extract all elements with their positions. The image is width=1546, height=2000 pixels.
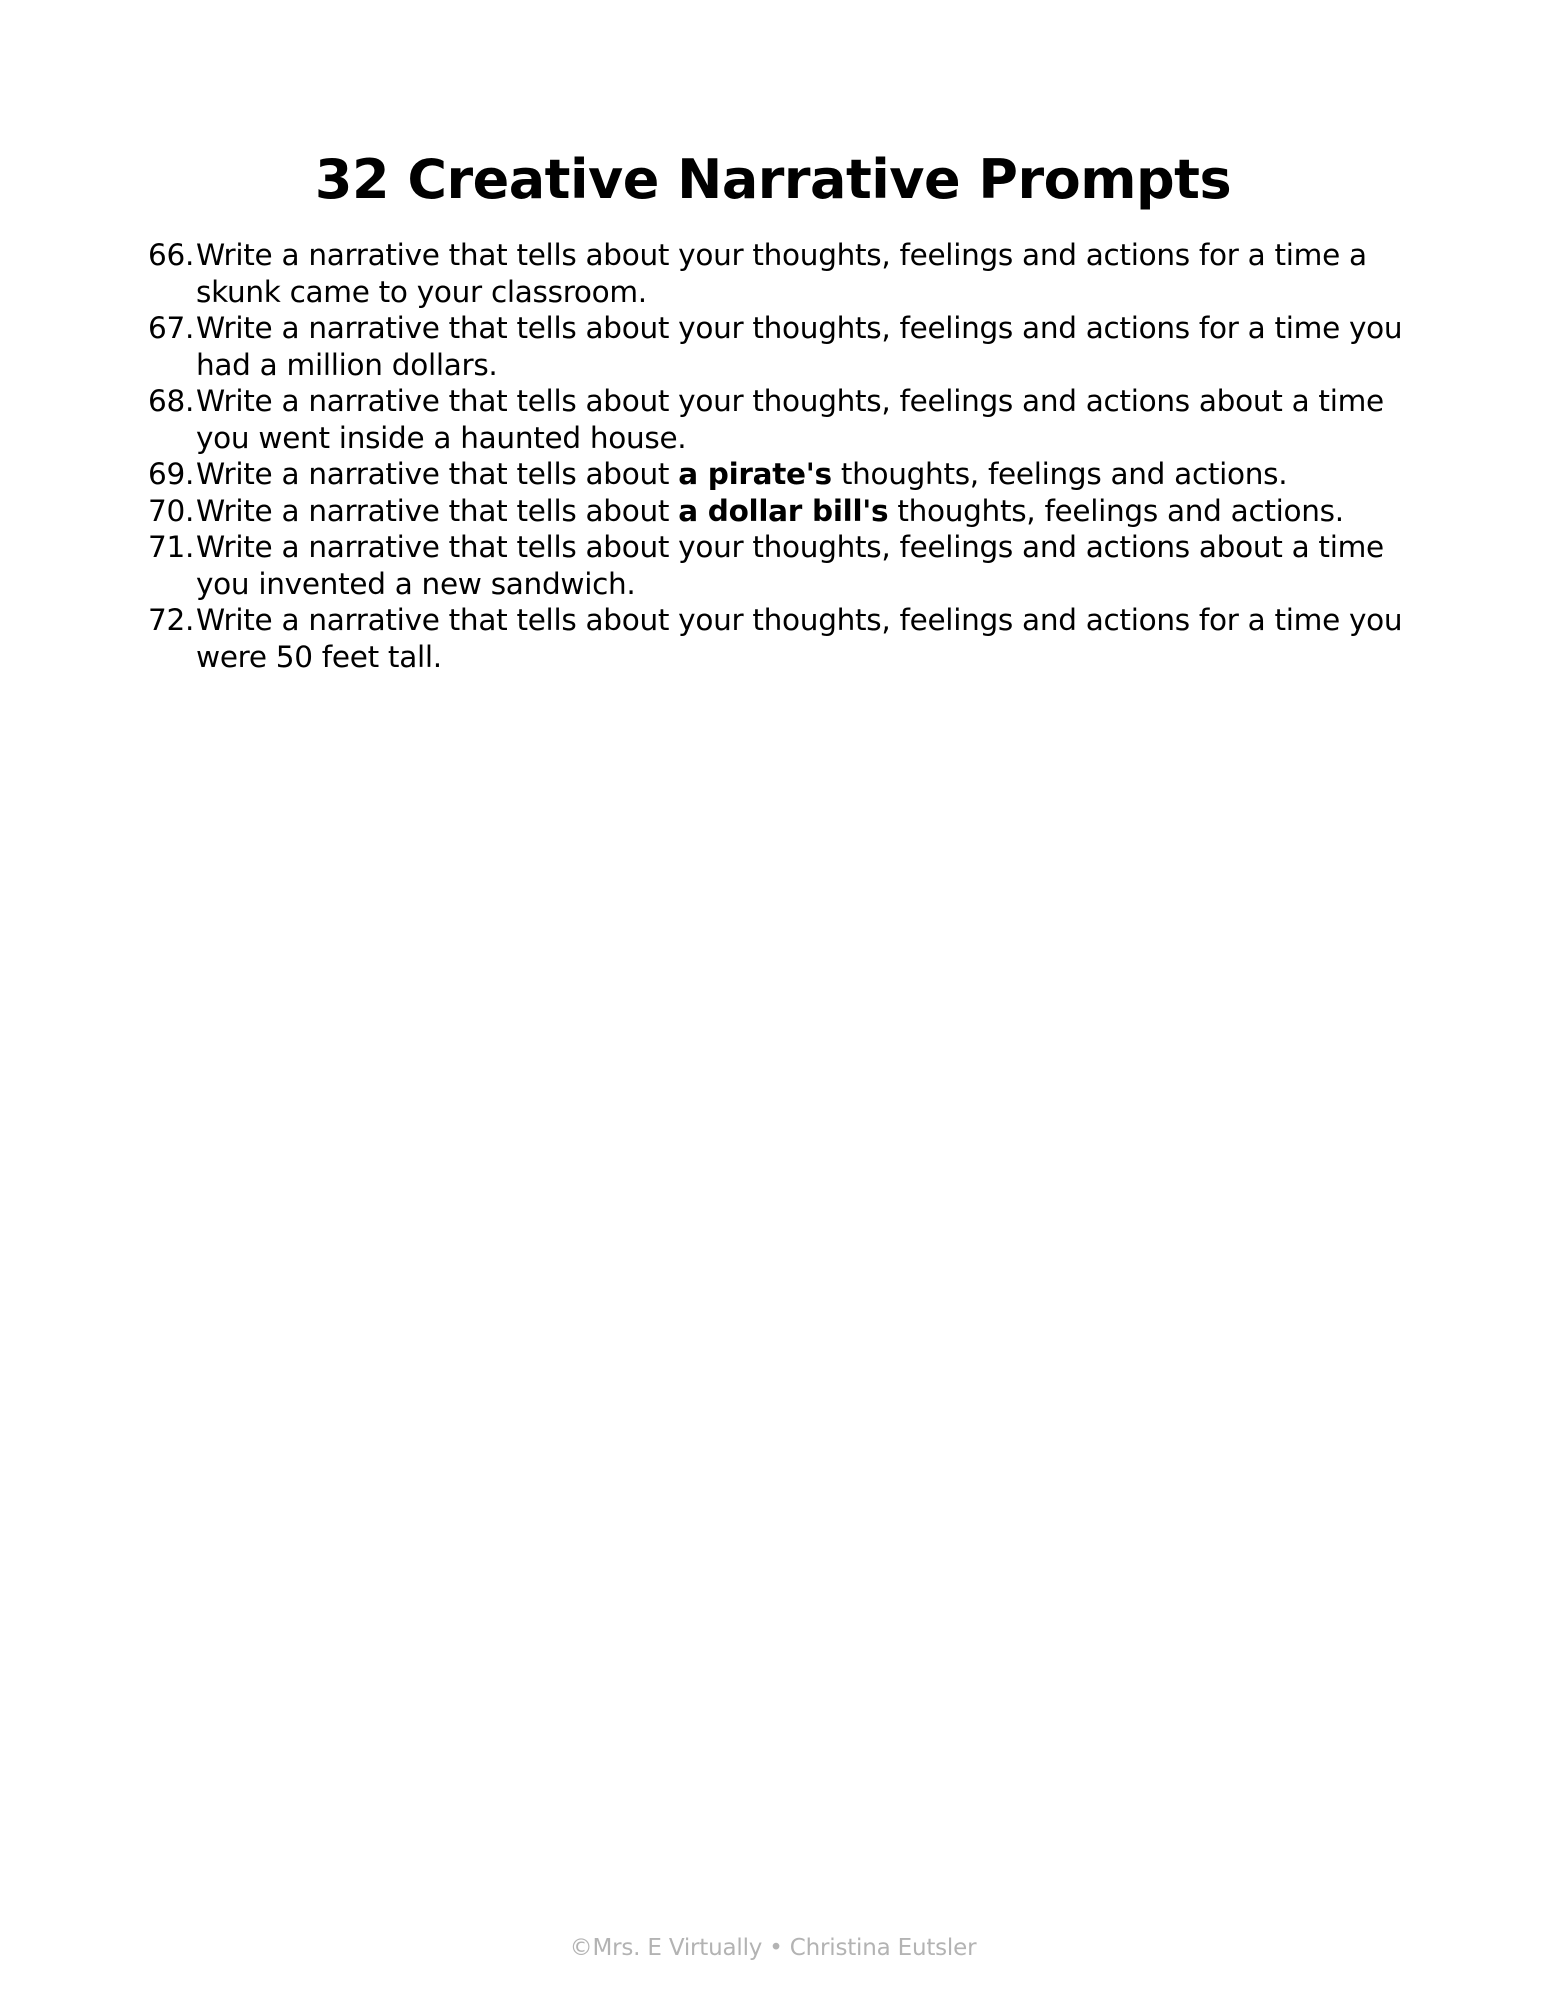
prompt-item bbox=[148, 456, 1428, 493]
prompt-number: 69. bbox=[148, 457, 195, 491]
prompt-item bbox=[148, 602, 1428, 675]
prompt-number: 70. bbox=[148, 493, 195, 528]
prompt-bold-text: a dollar bill's bbox=[678, 493, 889, 528]
prompt-number: 71. bbox=[148, 530, 195, 564]
prompt-item bbox=[148, 237, 1428, 310]
prompt-text: Write a narrative that tells about your thoughts, feelings and actions for a time you had a million dollars. bbox=[196, 311, 1403, 382]
prompt-number: 66. bbox=[148, 238, 195, 272]
prompt-item bbox=[148, 310, 1428, 383]
prompt-item bbox=[148, 493, 1428, 530]
prompt-list bbox=[148, 237, 1428, 675]
prompt-text: Write a narrative that tells about your thoughts, feelings and actions about a time you went inside a haunted house. bbox=[196, 384, 1384, 455]
prompt-text: Write a narrative that tells about bbox=[196, 457, 679, 491]
prompt-text-end: thoughts, feelings and actions. bbox=[831, 457, 1288, 491]
copyright-footer: ©Mrs. E Virtually • Christina Eutsler bbox=[569, 1935, 977, 1961]
prompt-text: Write a narrative that tells about your thoughts, feelings and actions for a time you were 50 feet tall. bbox=[196, 603, 1403, 674]
prompt-text-end: thoughts, feelings and actions. bbox=[888, 493, 1344, 528]
prompt-item bbox=[148, 529, 1428, 602]
prompt-text: Write a narrative that tells about your thoughts, feelings and actions about a time you invented a new sandwich. bbox=[196, 530, 1384, 601]
prompt-number: 72. bbox=[148, 603, 195, 637]
page-title: 32 Creative Narrative Prompts bbox=[314, 148, 1232, 211]
prompt-number: 68. bbox=[148, 384, 195, 418]
prompt-item bbox=[148, 383, 1428, 456]
prompt-bold-text: a pirate's bbox=[678, 457, 832, 491]
prompt-number: 67. bbox=[148, 311, 195, 345]
prompt-text: Write a narrative that tells about your thoughts, feelings and actions for a time a skunk came to your classroom. bbox=[196, 238, 1367, 309]
prompt-text: Write a narrative that tells about bbox=[196, 493, 679, 528]
